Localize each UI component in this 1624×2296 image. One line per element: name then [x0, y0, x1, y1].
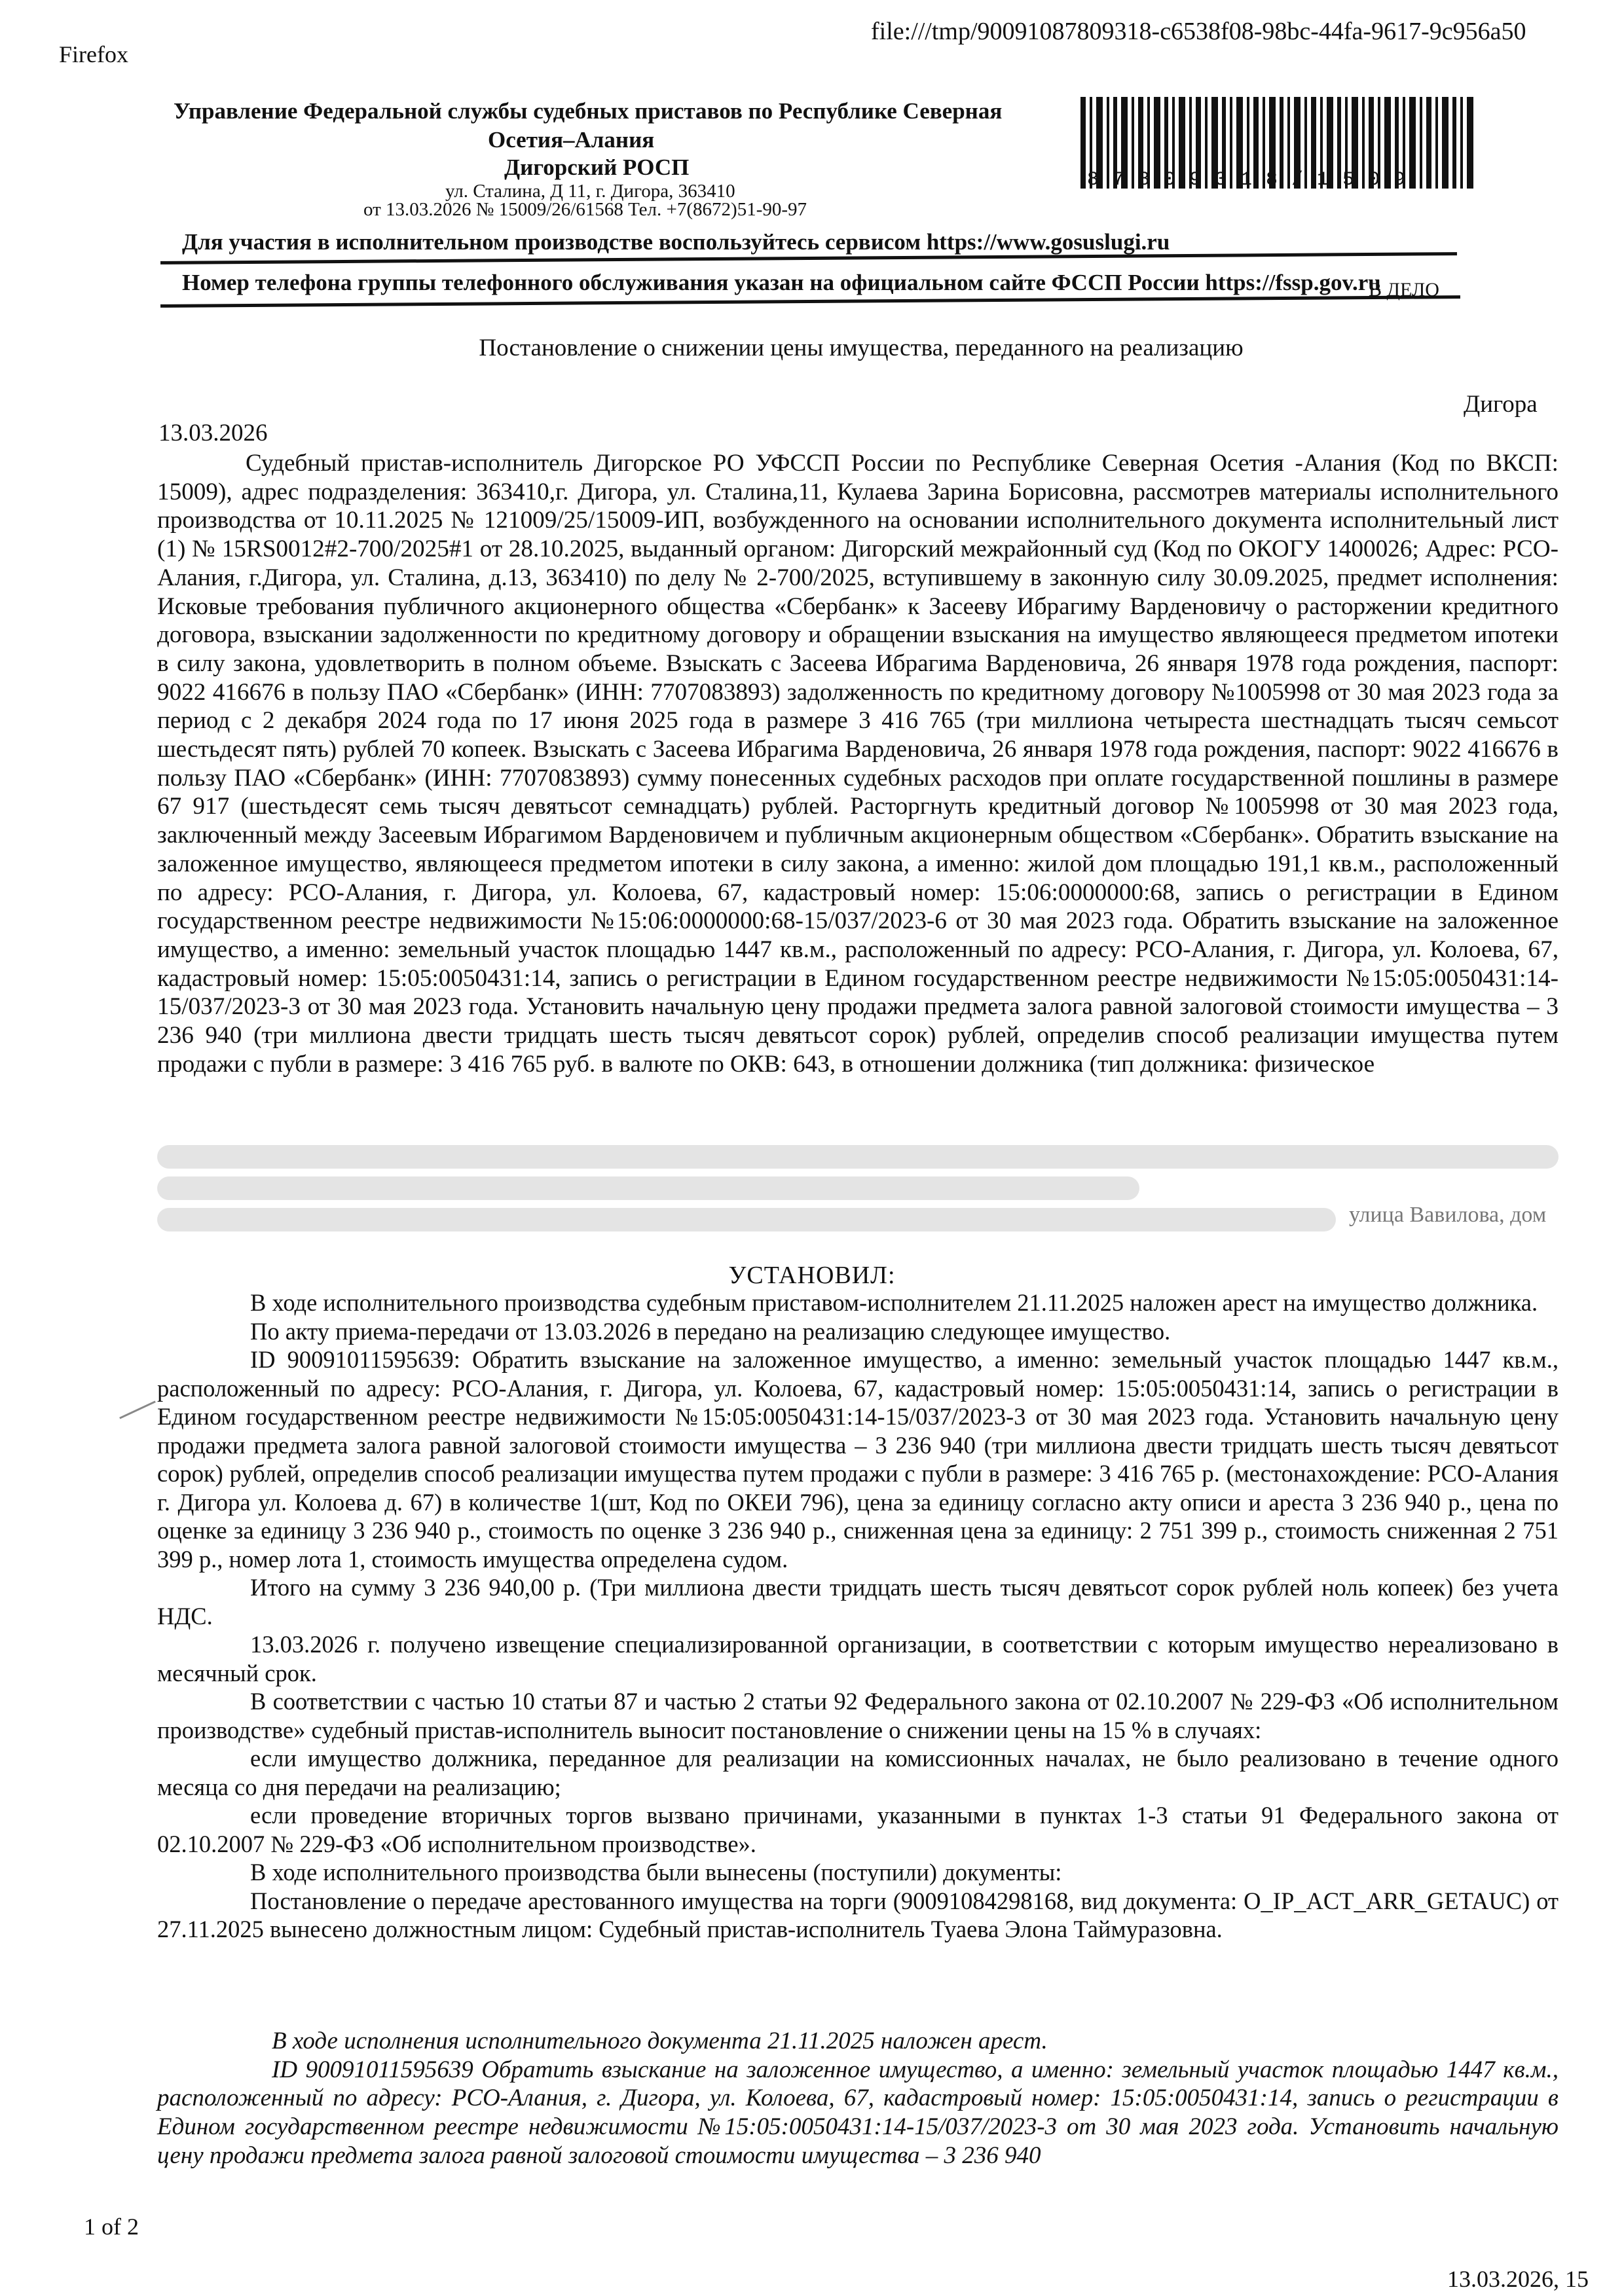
scan-mark: [119, 1400, 156, 1419]
italic-paragraph: ID 90091011595639 Обратить взыскание на заложенное имущество, а именно: земельный участок площадью 1447 кв.м., расположенный по адресу: РСО-Алания, г. Дигора, ул. Колоева, 67, кадастровый номер: 15:05:0050431:14, запись о регистрации в Едином государственном реестре недвижимости №15:05:0050431:14-15/037/2023-3 от 30 мая 2023 года. Установить начальную цену продажи предмета залога равной залоговой стоимости имущества – 3 236 940: [157, 2056, 1559, 2169]
browser-label: Firefox: [59, 41, 128, 67]
divider: [160, 295, 1460, 308]
paragraph: По акту приема-передачи от 13.03.2026 в передано на реализацию следующее имущество.: [250, 1317, 1171, 1345]
italic-section: [157, 2027, 1559, 2170]
file-url: file:///tmp/90091087809318-c6538f08-98bc-44fa-9617-9c956a50: [871, 18, 1526, 45]
phone-note: Номер телефона группы телефонного обслуживания указан на официальном сайте ФССП России https://fssp.gov.ru: [182, 270, 1381, 295]
paragraph: В ходе исполнительного производства судебным приставом-исполнителем 21.11.2025 наложен арест на имущество должника.: [250, 1289, 1538, 1316]
intro-text: Судебный пристав-исполнитель Дигорское РО УФССП России по Республике Северная Осетия -Алания (Код по ВКСП: 15009), адрес подразделения: 363410,г. Дигора, ул. Сталина,11, Кулаева Зарина Борисовна, рассмотрев материалы исполнительного производства от 10.11.2025 № 121009/25/15009-ИП, возбужденного на основании исполнительного документа исполнительный лист (1) № 15RS0012#2-700/2025#1 от 28.10.2025, выданный органом: Дигорский межрайонный суд (Код по ОКОГУ 1400026; Адрес: РСО-Алания, г.Дигора, ул. Сталина, д.13, 363410) по делу № 2-700/2025, вступившему в законную силу 30.09.2025, предмет исполнения: Исковые требования публичного акционерного общества «Сбербанк» к Засееву Ибрагиму Варденовичу о расторжении кредитного договора, взыскании задолженности по кредитному договору и обращении взыскания на имущество являющееся предметом ипотеки в силу закона, удовлетворить в полном объеме. Взыскать с Засеева Ибрагима Варденовича, 26 января 1978 года рождения, паспорт: 9022 416676 в пользу ПАО «Сбербанк» (ИНН: 7707083893) задолженность по кредитному договору №1005998 от 30 мая 2023 года за период с 2 декабря 2024 года по 17 июня 2025 года в размере 3 416 765 (три миллиона четыреста шестнадцать тысяч семьсот шестьдесят пять) рублей 70 копеек. Взыскать с Засеева Ибрагима Варденовича, 26 января 1978 года рождения, паспорт: 9022 416676 в пользу ПАО «Сбербанк» (ИНН: 7707083893) сумму понесенных судебных расходов при оплате государственной пошлины в размере 67 917 (шестьдесят семь тысяч девятьсот семнадцать) рублей. Расторгнуть кредитный договор №1005998 от 30 мая 2023 года, заключенный между Засеевым Ибрагимом Варденовичем и публичным акционерным обществом «Сбербанк». Обратить взыскание на заложенное имущество, являющееся предметом ипотеки в силу закона, а именно: жилой дом площадью 191,1 кв.м., расположенный по адресу: РСО-Алания, г. Дигора, ул. Колоева, 67, кадастровый номер: 15:06:0000000:68, запись о регистрации в Едином государственном реестре недвижимости №15:06:0000000:68-15/037/2023-6 от 30 мая 2023 года. Обратить взыскание на заложенное имущество, а именно: земельный участок площадью 1447 кв.м., расположенный по адресу: РСО-Алания, г. Дигора, ул. Колоева, 67, кадастровый номер: 15:05:0050431:14, запись о регистрации в Едином государственном реестре недвижимости №15:05:0050431:14-15/037/2023-3 от 30 мая 2023 года. Установить начальную цену продажи предмета залога равной залоговой стоимости имущества – 3 236 940 (три миллиона двести тридцать шесть тысяч девятьсот сорок) рублей, определив способ реализации имущества путем продажи с публи в размере: 3 416 765 руб. в валюте по ОКВ: 643, в отношении должника (тип должника: физическое: [157, 450, 1559, 1078]
paragraph: если проведение вторичных торгов вызвано причинами, указанными в пунктах 1-3 статьи 91 Федерального закона от 02.10.2007 № 229-ФЗ «Об исполнительном производстве».: [157, 1802, 1559, 1857]
intro-paragraph: [157, 449, 1559, 1078]
paragraph: В соответствии с частью 10 статьи 87 и частью 2 статьи 92 Федерального закона от 02.10.2007 № 229-ФЗ «Об исполнительном производстве» судебный пристав-исполнитель выносит постановление о снижении цены на 15 % в случаях:: [157, 1688, 1559, 1743]
paragraph: В ходе исполнительного производства были вынесены (поступили) документы:: [250, 1859, 1062, 1886]
org-division: Дигорский РОСП: [504, 155, 690, 180]
org-name: Управление Федеральной службы судебных приставов по Республике Северная: [174, 98, 1003, 124]
print-timestamp: 13.03.2026, 15: [1447, 2266, 1589, 2292]
doc-reference: от 13.03.2026 № 15009/26/61568 Тел. +7(8672)51-90-97: [363, 199, 807, 220]
org-address: ул. Сталина, Д 11, г. Дигора, 363410: [445, 181, 735, 202]
document-date: 13.03.2026: [158, 420, 268, 446]
stamp: В ДЕЛО: [1369, 279, 1439, 301]
established-section: [157, 1288, 1559, 1944]
paragraph: если имущество должника, переданное для реализации на комиссионных началах, не было реализовано в течение одного месяца со дня передачи на реализацию;: [157, 1745, 1559, 1800]
italic-paragraph: В ходе исполнения исполнительного документа 21.11.2025 наложен арест.: [272, 2028, 1048, 2054]
page-counter: 1 of 2: [84, 2214, 139, 2240]
paragraph: Постановление о передаче арестованного имущества на торги (90091084298168, вид документа: O_IP_ACT_ARR_GETAUC) от 27.11.2025 вынесено должностным лицом: Судебный пристав-исполнитель Туаева Элона Таймуразовна.: [157, 1887, 1559, 1942]
paragraph: 13.03.2026 г. получено извещение специализированной организации, в соответствии с которым имущество нереализовано в месячный срок.: [157, 1631, 1559, 1686]
paragraph: Итого на сумму 3 236 940,00 р. (Три миллиона двести тридцать шесть тысяч девятьсот сорок рублей ноль копеек) без учета НДС.: [157, 1574, 1559, 1630]
document-title: Постановление о снижении цены имущества, переданного на реализацию: [479, 335, 1244, 361]
section-title: УСТАНОВИЛ:: [728, 1262, 896, 1289]
gosuslugi-note: Для участия в исполнительном производстве воспользуйтесь сервисом https://www.gosuslugi.ru: [182, 229, 1170, 255]
redacted-area: [157, 1142, 1559, 1241]
paragraph: ID 90091011595639: Обратить взыскание на заложенное имущество, а именно: земельный участок площадью 1447 кв.м., расположенный по адресу: РСО-Алания, г. Дигора, ул. Колоева, 67, кадастровый номер: 15:05:0050431:14, запись о регистрации в Едином государственном реестре недвижимости №15:05:0050431:14-15/037/2023-3 от 30 мая 2023 года. Установить начальную цену продажи предмета залога равной залоговой стоимости имущества – 3 236 940 (три миллиона двести тридцать шесть тысяч девятьсот сорок) рублей, определив способ реализации имущества путем продажи с публи в размере: 3 416 765 р. (местонахождение: РСО-Алания г. Дигора ул. Колоева д. 67) в количестве 1(шт, Код по ОКЕИ 796), цена за единицу согласно акту описи и ареста 3 236 940 р., цена по оценке за единицу 3 236 940 р., стоимость по оценке 3 236 940 р., сниженная цена за единицу: 2 751 399 р., стоимость сниженная 2 751 399 р., номер лота 1, стоимость имущества определена судом.: [157, 1346, 1559, 1573]
redacted-fragment: улица Вавилова, дом: [1349, 1203, 1547, 1227]
document-city: Дигора: [1464, 391, 1538, 418]
org-region: Осетия–Алания: [488, 127, 655, 153]
barcode-digits: 87809318/1509: [1087, 169, 1420, 191]
